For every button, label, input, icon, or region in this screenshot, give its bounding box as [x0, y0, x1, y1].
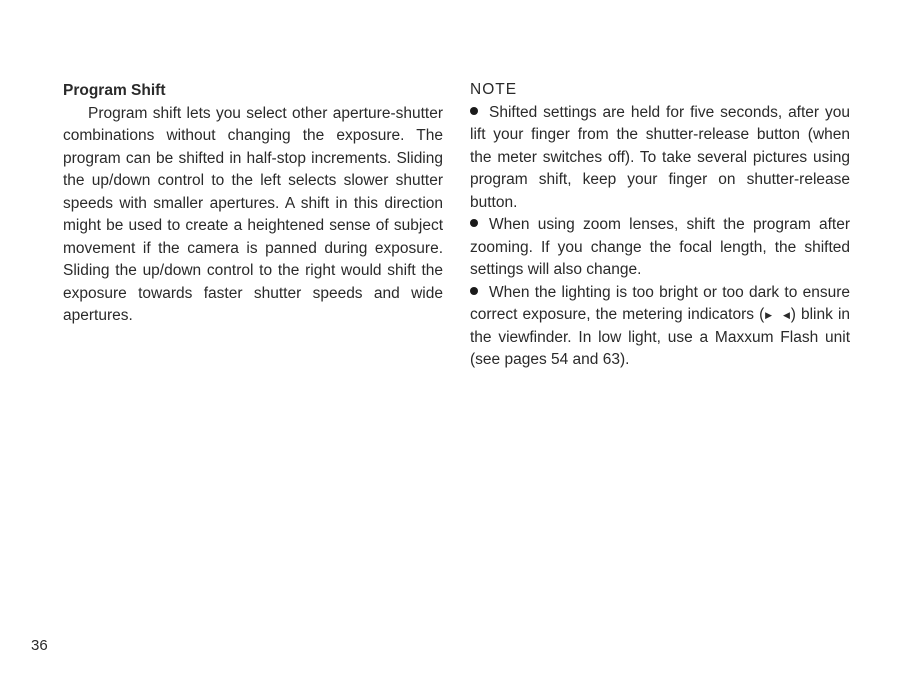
- left-arrow-indicator-icon: ◀: [783, 310, 791, 320]
- program-shift-paragraph: Program shift lets you select other aperture-shutter combinations without changing the exposure. The program can be shifted in half-stop increments. Sliding the up/down control to the left selects slower shutter speeds with smaller apertures. A shift in this direction might be used to create a heightened sense of subject movement if the camera is panned during exposure. Sliding the up/down control to the right would shift the exposure towards faster shutter speeds and wide apertures.: [63, 104, 443, 324]
- section-heading: Program Shift: [63, 82, 166, 99]
- note-item-1: [470, 102, 850, 215]
- note-item-1-text: Shifted settings are held for five seconds, after you lift your finger from the shutter-release button (when the meter switches off). To take several pictures using program shift, keep your finger on shutter-release button.: [470, 103, 850, 211]
- bullet-icon: [470, 219, 478, 227]
- note-title: NOTE: [470, 81, 518, 98]
- program-shift-section: [63, 80, 443, 328]
- note-item-2-text: When using zoom lenses, shift the program after zooming. If you change the focal length, the shifted settings will also change.: [470, 216, 850, 278]
- note-item-3: [470, 282, 850, 372]
- right-arrow-indicator-icon: ▶: [764, 310, 773, 320]
- note-item-3-text-start: When the lighting is too bright or too dark to ensure correct exposure, the metering indicators (: [470, 283, 850, 323]
- note-item-2: [470, 214, 850, 282]
- page-number: 36: [31, 637, 48, 654]
- note-section: [470, 79, 850, 372]
- note-item-3-text-end: ) blink in the viewfinder. In low light, use a Maxxum Flash unit (see pages 54 and 63).: [470, 306, 851, 368]
- bullet-icon: [470, 287, 478, 295]
- bullet-icon: [470, 107, 478, 115]
